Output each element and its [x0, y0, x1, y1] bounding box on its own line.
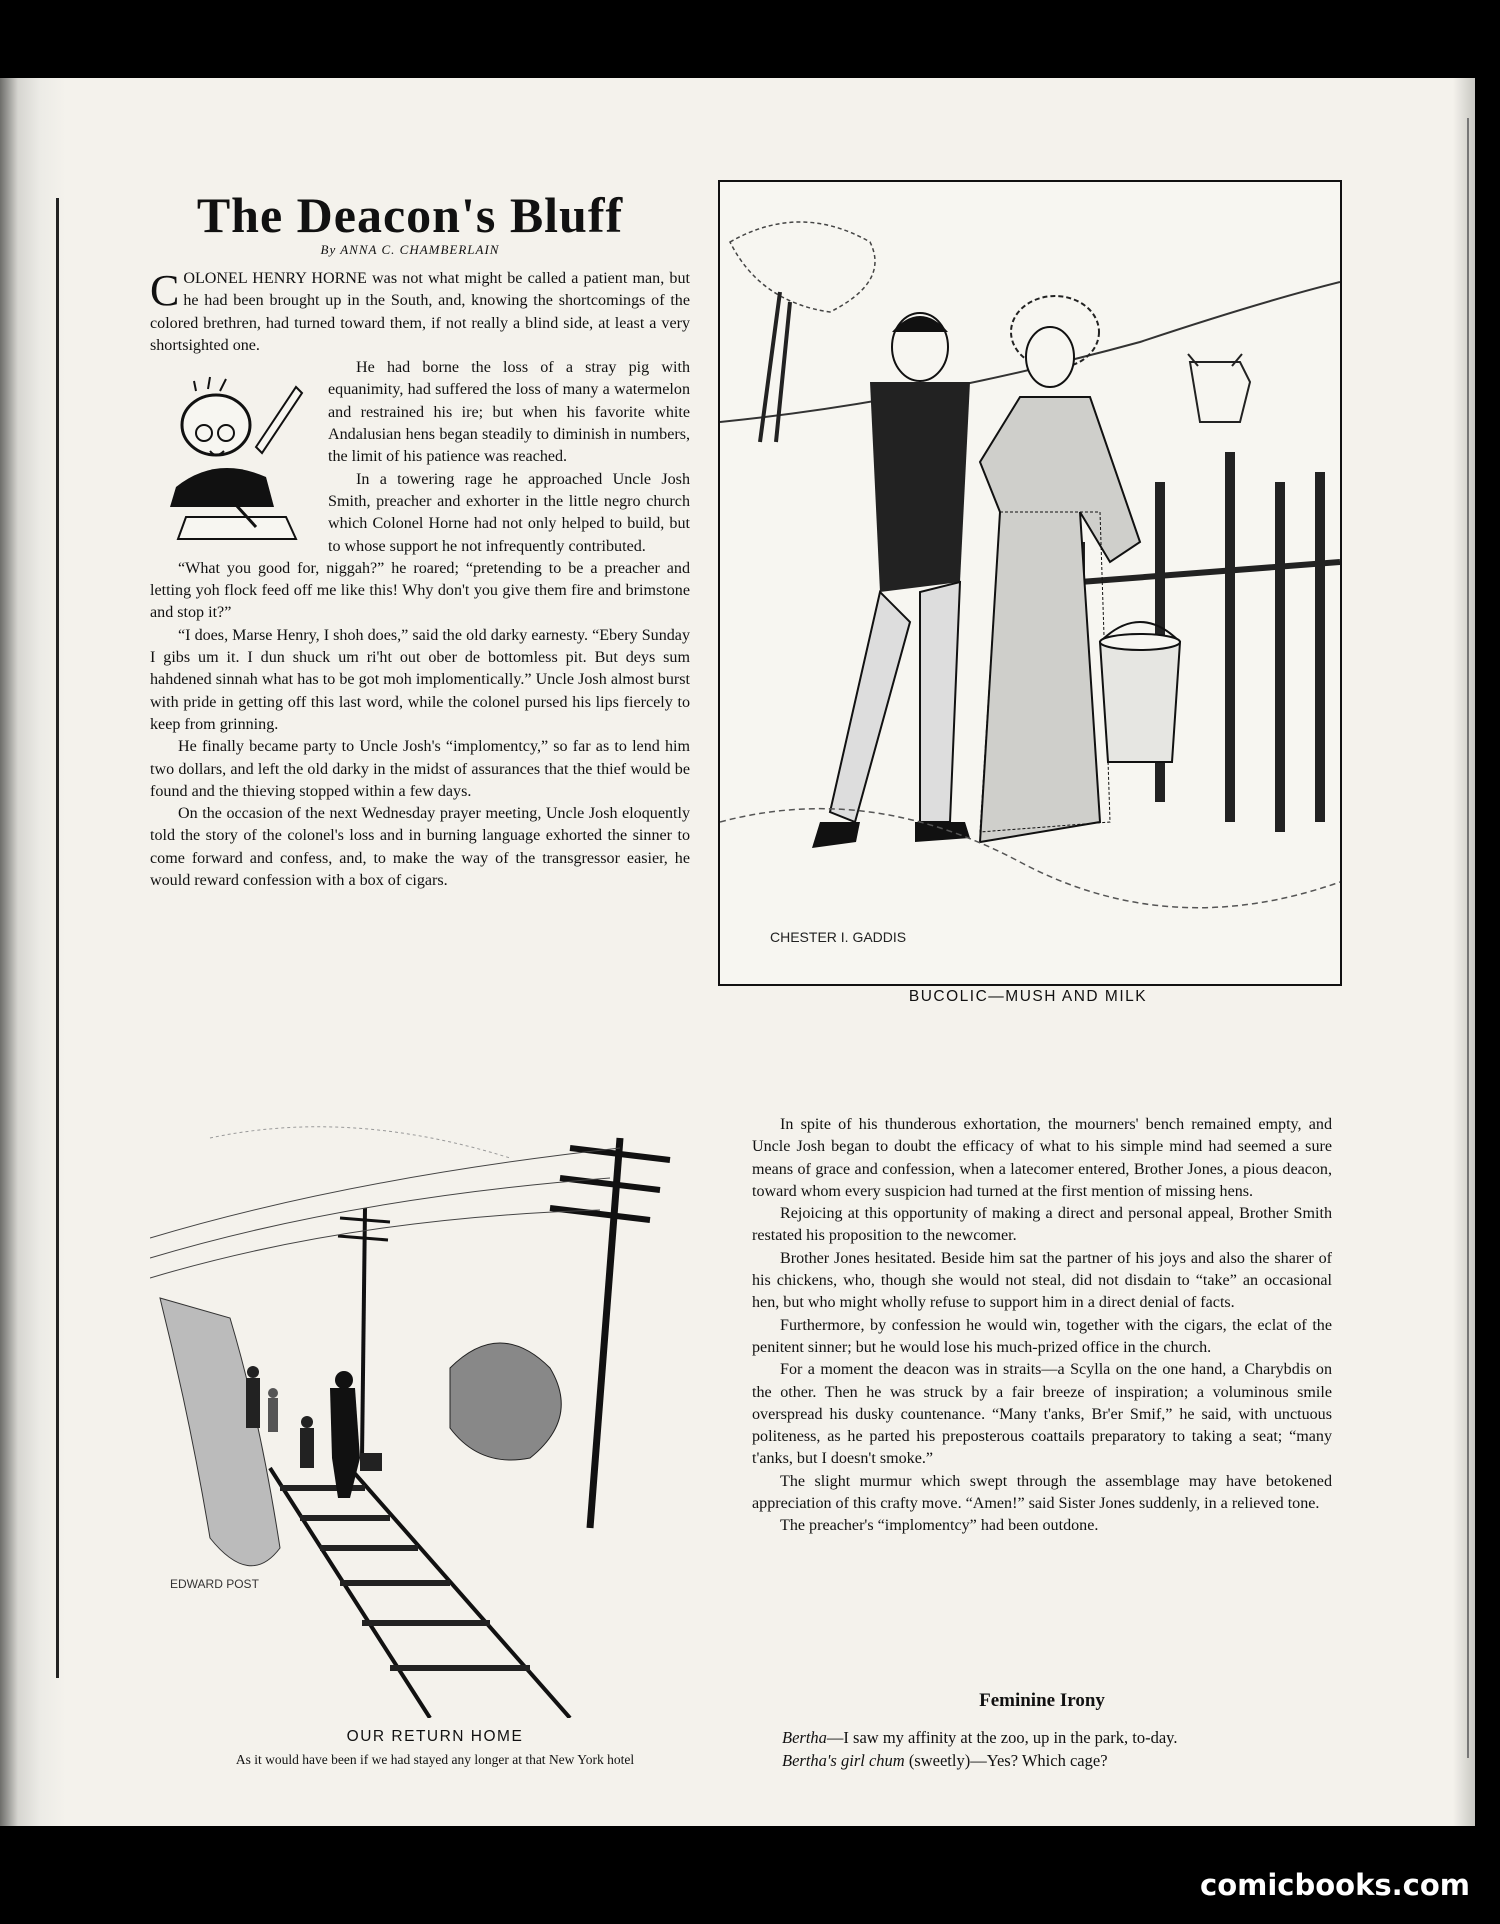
bottom-illustration-signature: EDWARD POST: [170, 1577, 259, 1591]
drop-cap: C: [150, 266, 180, 315]
paragraph-9: Rejoicing at this opportunity of making a direct and personal appeal, Brother Smith restated his proposition to the newcomer.: [752, 1205, 1332, 1245]
paragraph-11: Furthermore, by confession he would win, together with the cigars, the eclat of the penitent sinner; but he would lose his much-prized office in the church.: [752, 1316, 1332, 1356]
paragraph-7: On the occasion of the next Wednesday prayer meeting, Uncle Josh eloquently told the story of the colonel's loss and in burning language exhorted the sinner to come forward and confess, and, to make the way of the transgressor easier, he would reward confession with a box of cigars.: [150, 805, 690, 890]
bottom-illustration-caption: OUR RETURN HOME: [346, 1728, 524, 1745]
irony-line-2: Bertha's girl chum (sweetly)—Yes? Which cage?: [782, 1751, 1108, 1770]
article-byline: By ANNA C. CHAMBERLAIN: [320, 242, 500, 257]
feminine-irony-title: Feminine Irony: [979, 1690, 1105, 1711]
article-column-left: [150, 268, 690, 892]
illustration-couple-at-fence: [718, 180, 1342, 986]
illustration-return-home: [150, 1118, 720, 1718]
paragraph-5: “I does, Marse Henry, I shoh does,” said the old darky earnesty. “Ebery Sunday I gibs um it. I dun shuck um ri'ht out ober de bottomless pit. But deys sum hahdened sinnah what has to be got moh implomentically.” Uncle Josh almost burst with pride in getting off this last word, while the colonel pursed his lips fiercely to keep from grinning.: [150, 626, 690, 733]
paragraph-12: For a moment the deacon was in straits—a Scylla on the one hand, a Charybdis on the other. Then he was struck by a fair breeze of inspiration; a voluminous smile overspread his dusky countenance. “Many t'anks, Br'er Smif,” he said, with unctuous politeness, as he parted his preposterous coattails preparatory to taking a seat; “many t'anks, but I doesn't smoke.”: [752, 1361, 1332, 1468]
paragraph-14: The preacher's “implomentcy” had been outdone.: [780, 1517, 1099, 1535]
milk-bucket: [1100, 622, 1180, 762]
paragraph-1: COLONEL HENRY HORNE was not what might be called a patient man, but he had been brought up in the South, and, knowing the shortcomings of the colored brethren, had turned toward them, if not really a blind side, at least a very shortsighted one.: [150, 266, 690, 354]
man-figure: [812, 313, 970, 848]
top-illustration-caption: BUCOLIC—MUSH AND MILK: [908, 988, 1148, 1005]
paragraph-6: He finally became party to Uncle Josh's “implomentcy,” so far as to lend him two dollars, and left the old darky in the midst of assurances that the thief would be found and the thieving stopped within a few days.: [150, 738, 690, 800]
paragraph-4: “What you good for, niggah?” he roared; “pretending to be a preacher and letting yoh flock feed off me like this! Why don't you give them fire and brimstone and stop it?”: [150, 559, 690, 622]
bottom-illustration-subcaption: As it would have been if we had stayed any longer at that New York hotel: [235, 1752, 635, 1767]
article-column-right: [752, 1114, 1332, 1538]
irony-line-1: Bertha—I saw my affinity at the zoo, up in the park, to-day.: [782, 1728, 1178, 1747]
paragraph-8: In spite of his thunderous exhortation, the mourners' bench remained empty, and Uncle Josh began to doubt the efficacy of what to his simple mind had seemed a sure means of grace and confession, when a latecomer entered, Brother Jones, a pious deacon, toward whom every suspicion had turned at the first mention of missing hens.: [752, 1116, 1332, 1200]
irony-speaker-1: Bertha: [782, 1728, 827, 1747]
paragraph-10: Brother Jones hesitated. Beside him sat the partner of his joys and also the sharer of his chickens, who, though she would not steal, did not disdain to “take” an occasional hen, but who might wholly refuse to support him in a direct denial of facts.: [752, 1249, 1332, 1312]
feminine-irony-dialogue: [752, 1726, 1332, 1772]
article-title: The Deacon's Bluff: [196, 187, 624, 243]
writing-man-sketch: [156, 367, 316, 543]
site-watermark: comicbooks.com: [1200, 1868, 1470, 1902]
railroad-tracks: [270, 1468, 570, 1718]
magazine-page: [0, 78, 1475, 1826]
irony-speaker-2: Bertha's girl chum: [782, 1751, 905, 1770]
page-gutter: [0, 78, 66, 1826]
cow-sketch: [1188, 354, 1250, 422]
paragraph-13: The slight murmur which swept through the assemblage may have betokened appreciation of this crafty move. “Amen!” said Sister Jones suddenly, in a relieved tone.: [752, 1472, 1332, 1513]
paragraph-3: In a towering rage he approached Uncle Josh Smith, preacher and exhorter in the little negro church which Colonel Horne had not only helped to build, but to whose support he not infrequently contributed.: [328, 470, 690, 555]
paragraph-2: He had borne the loss of a stray pig with equanimity, had suffered the loss of many a watermelon and restrained his ire; but when his favorite white Andalusian hens began steadily to diminish in numbers, the limit of his patience was reached.: [328, 359, 690, 466]
top-illustration-signature: CHESTER I. GADDIS: [770, 929, 907, 945]
page-edge: [1453, 78, 1475, 1826]
